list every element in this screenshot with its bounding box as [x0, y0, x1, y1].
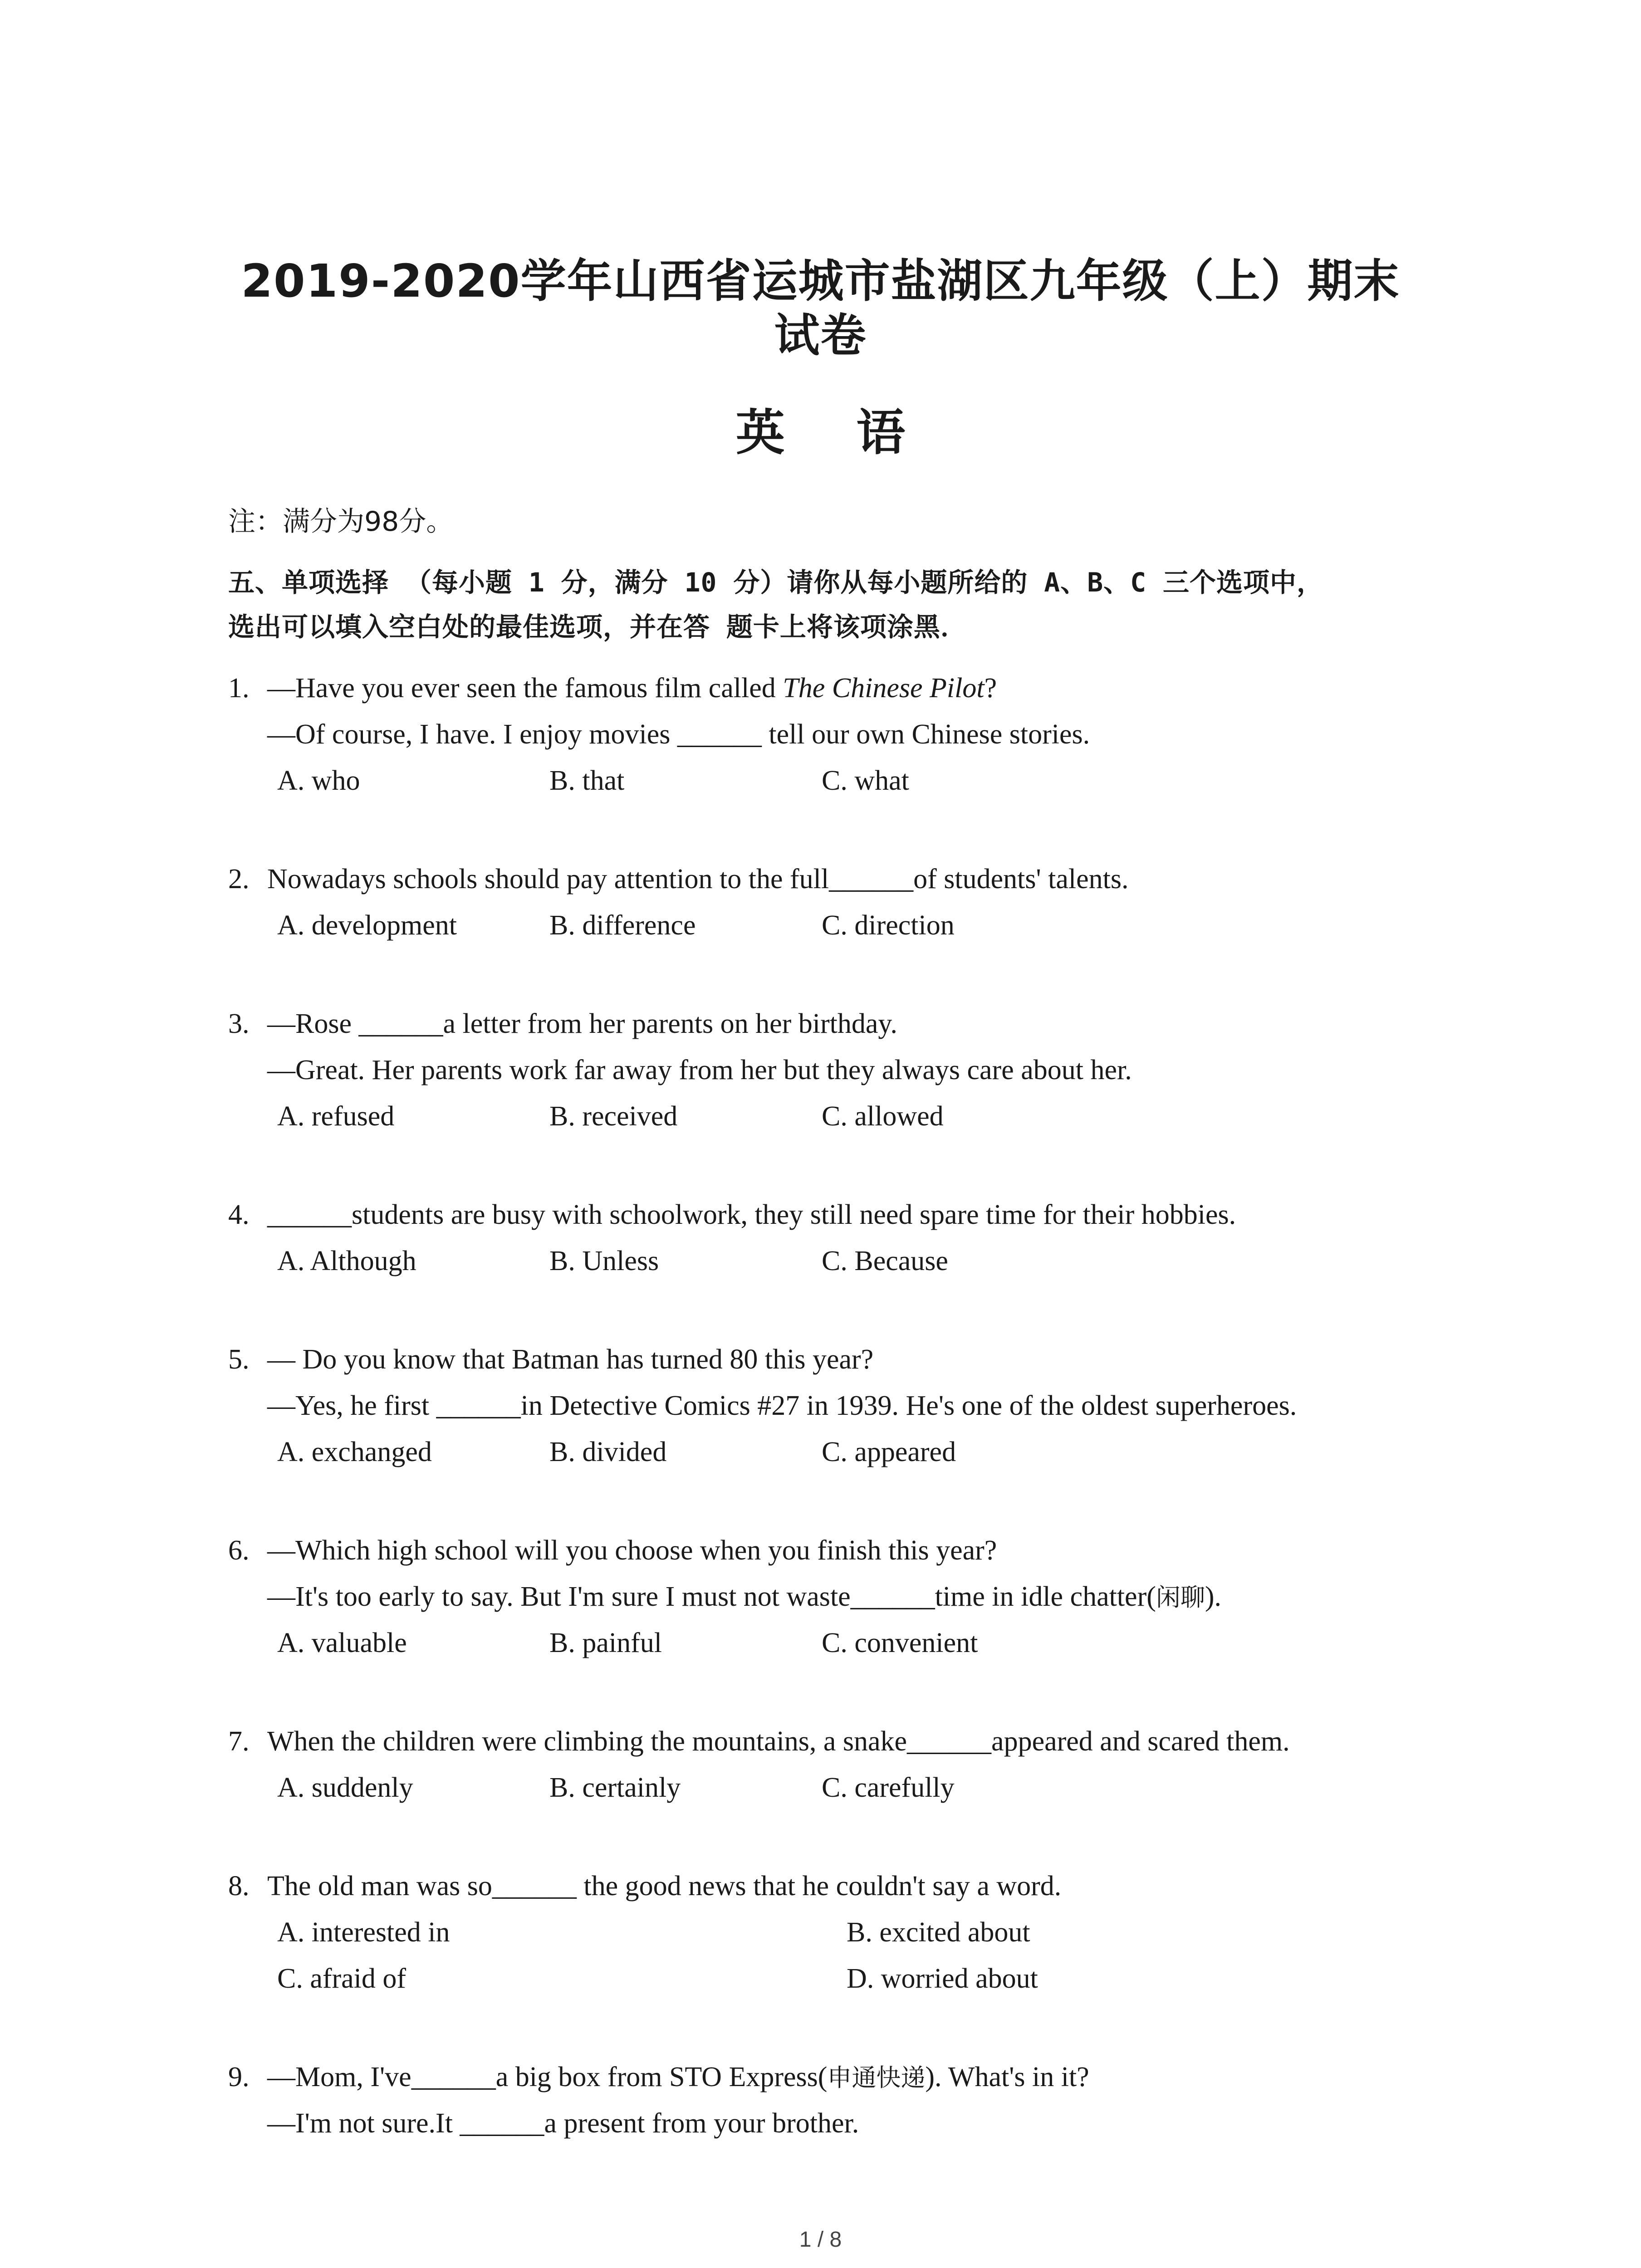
question-text: —I'm not sure.It ______a present from your brother. [267, 2108, 859, 2139]
answer-option: C. Because [822, 1246, 948, 1276]
answer-option: C. what [822, 765, 909, 796]
question-text: —Rose ______a letter from her parents on her birthday. [267, 1008, 897, 1039]
question-number: 9. [228, 2062, 250, 2092]
question-item [228, 1527, 1453, 1666]
exam-title-line-2: 试卷 [774, 309, 867, 362]
question-item [228, 856, 1453, 948]
answer-option: B. Unless [549, 1246, 659, 1276]
question-stem-line [228, 1047, 1453, 1093]
question-text: —Which high school will you choose when you finish this year? [267, 1535, 997, 1566]
question-item [228, 665, 1453, 804]
question-stem-line [228, 1383, 1453, 1429]
answer-option: C. allowed [822, 1101, 944, 1132]
answer-option: B. that [549, 765, 625, 796]
question-stem-line [228, 2100, 1453, 2146]
question-number: 8. [228, 1871, 250, 1901]
question-number: 3. [228, 1008, 250, 1039]
film-title: The Chinese Pilot [783, 673, 985, 704]
question-text: —Great. Her parents work far away from her but they always care about her. [267, 1055, 1132, 1085]
question-number: 6. [228, 1535, 250, 1566]
question-text: — Do you know that Batman has turned 80 this year? [267, 1344, 874, 1375]
question-text: ). What's in it? [925, 2062, 1089, 2092]
question-stem-line [228, 1527, 1453, 1574]
answer-option: B. difference [549, 910, 696, 941]
answer-option: C. direction [822, 910, 955, 941]
options-row [228, 1620, 1453, 1666]
question-stem-line [228, 2054, 1453, 2100]
section-instructions [228, 560, 1435, 649]
chinese-gloss: 申通快递 [827, 2063, 926, 2092]
answer-option: A. who [277, 765, 360, 796]
question-stem-line [228, 1336, 1453, 1383]
question-list [228, 665, 1453, 2199]
question-text: Nowadays schools should pay attention to the full______of students' talents. [267, 864, 1129, 894]
answer-option: B. received [549, 1101, 678, 1132]
answer-option: A. refused [277, 1101, 395, 1132]
question-item [228, 1336, 1453, 1475]
question-stem-line [228, 711, 1453, 758]
answer-option: C. carefully [822, 1772, 955, 1803]
section-instructions-line-1: 五、单项选择 （每小题 1 分，满分 10 分）请你从每小题所给的 A、B、C 三个选项中， [228, 567, 1323, 598]
question-item [228, 1001, 1453, 1139]
question-stem-line [228, 1718, 1453, 1765]
answer-option: B. excited about [847, 1917, 1030, 1948]
question-text: —Mom, I've______a big box from STO Express( [267, 2062, 828, 2092]
question-item [228, 1718, 1453, 1811]
answer-option: B. painful [549, 1628, 662, 1658]
answer-option: D. worried about [847, 1963, 1038, 1994]
question-text: The old man was so______ the good news that he couldn't say a word. [267, 1871, 1062, 1901]
question-stem-line [228, 1863, 1453, 1909]
answer-option: A. valuable [277, 1628, 407, 1658]
question-number: 7. [228, 1726, 250, 1757]
answer-option: C. afraid of [277, 1963, 407, 1994]
question-number: 4. [228, 1199, 250, 1230]
question-text: ). [1205, 1581, 1222, 1612]
chinese-gloss: 闲聊 [1156, 1583, 1205, 1612]
answer-option: A. Although [277, 1246, 416, 1276]
exam-title-line-1: 2019-2020学年山西省运城市盐湖区九年级（上）期末 [241, 254, 1400, 308]
question-text: ______students are busy with schoolwork, they still need spare time for their hobbies. [267, 1199, 1236, 1230]
question-item [228, 2054, 1453, 2146]
question-stem-line [228, 856, 1453, 902]
answer-option: A. suddenly [277, 1772, 413, 1803]
question-text: —Have you ever seen the famous film called [267, 673, 783, 704]
question-number: 5. [228, 1344, 250, 1375]
options-row [228, 758, 1453, 804]
options-row [228, 1429, 1453, 1475]
question-text: ? [984, 673, 997, 704]
section-instructions-line-2: 选出可以填入空白处的最佳选项，并在答 题卡上将该项涂黑． [228, 611, 967, 642]
answer-option: A. interested in [277, 1917, 450, 1948]
score-note: 注：满分为98分。 [228, 506, 454, 538]
answer-option: B. divided [549, 1437, 667, 1467]
options-row [228, 1765, 1453, 1811]
question-text: —Yes, he first ______in Detective Comics #27 in 1939. He's one of the oldest superheroes. [267, 1390, 1297, 1421]
answer-option: C. convenient [822, 1628, 978, 1658]
options-row [228, 1238, 1453, 1284]
options-row [228, 1093, 1453, 1139]
options-row [228, 902, 1453, 948]
answer-option: B. certainly [549, 1772, 681, 1803]
question-text: —Of course, I have. I enjoy movies ______ tell our own Chinese stories. [267, 719, 1090, 750]
question-number: 2. [228, 864, 250, 894]
question-stem-line [228, 1001, 1453, 1047]
subject-heading: 英 语 [735, 405, 933, 461]
question-item [228, 1863, 1453, 2002]
question-text: —It's too early to say. But I'm sure I must not waste______time in idle chatter( [267, 1581, 1156, 1612]
question-text: When the children were climbing the mountains, a snake______appeared and scared them. [267, 1726, 1290, 1757]
answer-option: A. development [277, 910, 457, 941]
options-row [228, 1909, 1453, 1955]
question-stem-line [228, 665, 1453, 711]
question-number: 1. [228, 673, 250, 704]
answer-option: C. appeared [822, 1437, 956, 1467]
answer-option: A. exchanged [277, 1437, 432, 1467]
question-stem-line [228, 1574, 1453, 1620]
question-item [228, 1192, 1453, 1284]
question-stem-line [228, 1192, 1453, 1238]
options-row [228, 1955, 1453, 2002]
page-indicator: 1 / 8 [799, 2228, 842, 2252]
